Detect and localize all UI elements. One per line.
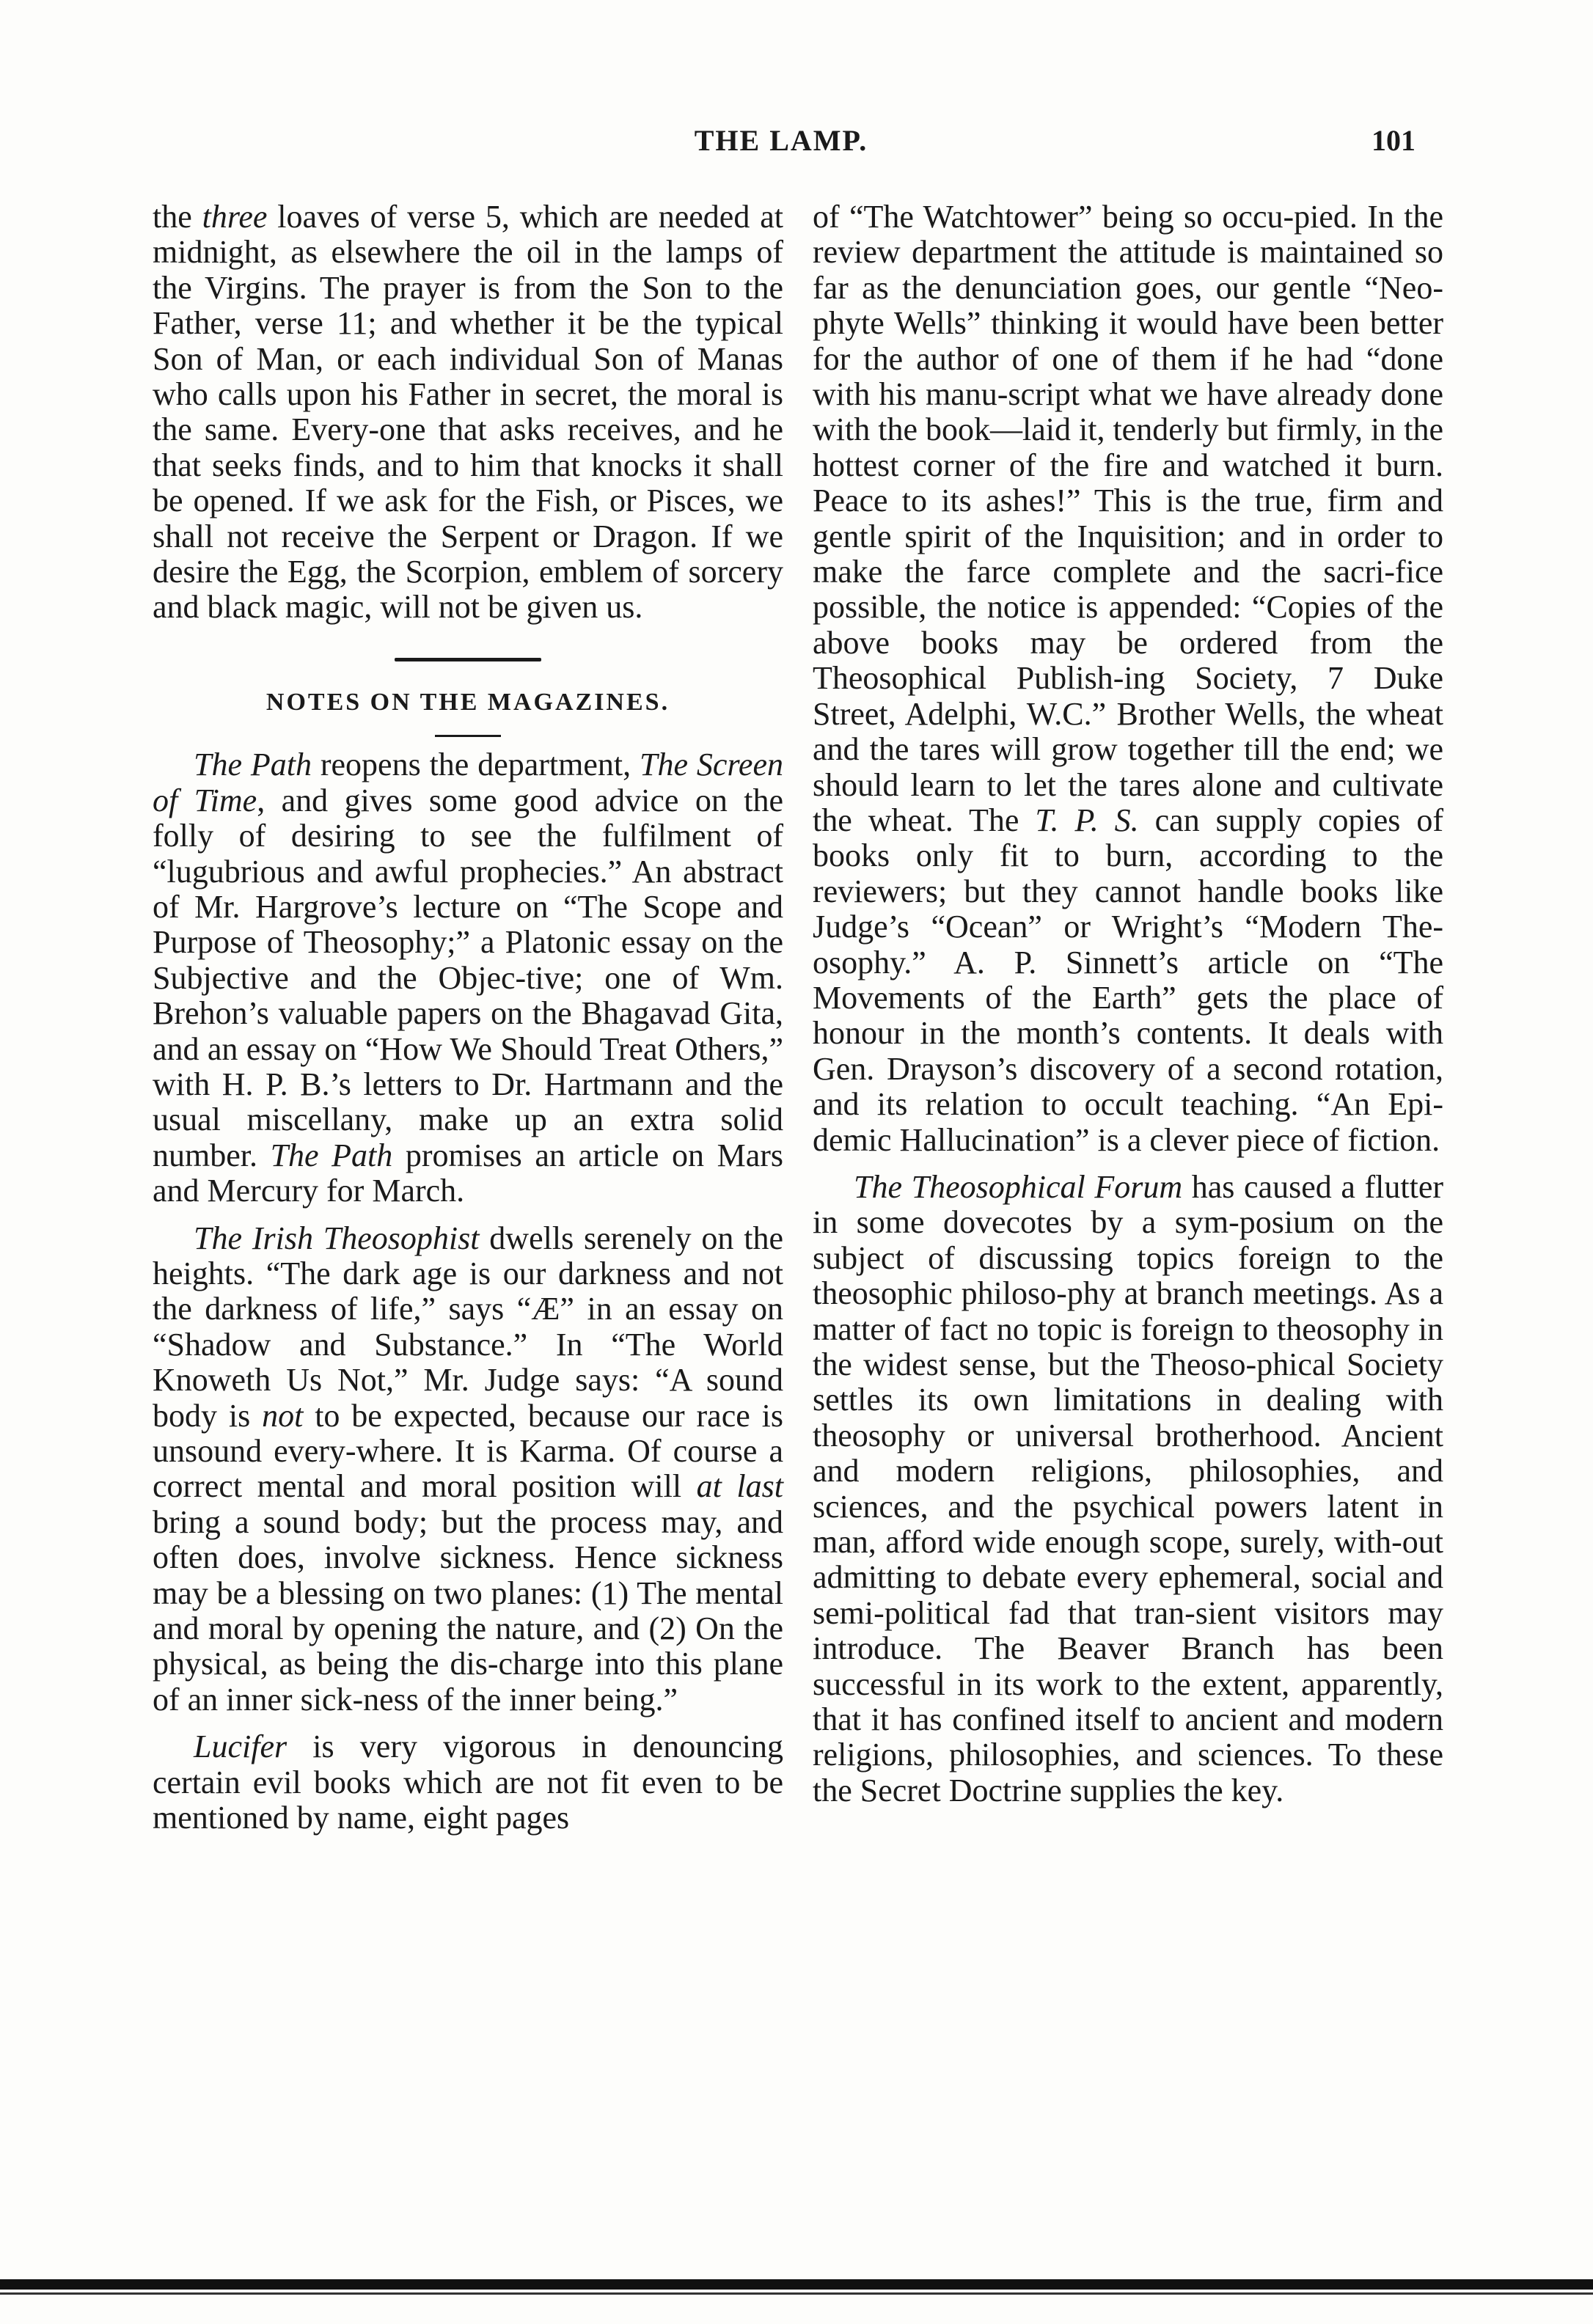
text-run: dwells serenely on the heights. “The dark age is our darkness and not the darkness of life,” says “Æ” in an essay on “Shadow and Substance.” In “The World Knoweth Us Not,” Mr. Judge says: “A sound body is [153,1220,784,1434]
text-run: loaves of verse 5, which are needed at midnight, as elsewhere the oil in the lamps of the Virgins. The prayer is from the Son to the Father, verse 11; and whether it be the typical Son of Man, or each individual Son of Manas who calls upon his Father in secret, the moral is the same. Every-one that asks receives, and he that seeks finds, and to him that knocks it shall be opened. If we ask for the Fish, or Pisces, we shall not receive the Serpent or Dragon. If we desire the Egg, the Scorpion, emblem of sorcery and black magic, will not be given us. [153,199,783,626]
section-break [153,658,783,737]
paragraph-irish-theosophist [153,1221,783,1718]
text-run: bring a sound body; but the process may, and often does, involve sickness. Hence sickness may be a blessing on two planes: (1) The mental and moral by opening the nature, and (2) On the physical, as being the dis-charge into this plane of an inner sick-ness of the inner being.” [153,1503,783,1718]
bottom-border [0,2279,1593,2290]
italic-run: Lucifer [194,1729,288,1765]
page-number: 101 [1372,124,1416,157]
text-run: has caused a flutter in some dovecotes by a sym-posium on the subject of discussing topics foreign to the theosophic philoso-phy at branch meetings. As a matter of fact no topic is foreign to theosophy in the widest sense, but the Theoso-phical Society settles its own limitations in dealing with theosophy or universal brotherhood. Ancient and modern religions, philosophies, and sciences, and the psychical powers latent in man, afford wide enough scope, surely, with-out admitting to debate every ephemeral, social and semi-political fad that tran-sient visitors may introduce. The Beaver Branch has been successful in its work to the extent, apparently, that it has confined itself to ancient and modern religions, philosophies, and sciences. To these the Secret Doctrine supplies the key. [813,1168,1443,1808]
paragraph-watchtower [813,199,1443,1158]
italic-run: The Screen of Time [153,747,783,818]
page-header [147,123,1416,175]
text-run: is very vigorous in denouncing certain evil books which are not fit even to be mentioned by name, eight pages [153,1729,783,1836]
italic-run: three [202,199,268,235]
text-run: promises an article on Mars and Mercury for March. [153,1137,783,1209]
text-run: reopens the department, [311,747,640,783]
italic-run: not [262,1397,304,1434]
italic-run: The Irish Theosophist [194,1220,480,1256]
italic-run: The Theosophical Forum [854,1168,1183,1205]
italic-run: The Path [270,1137,393,1173]
text-run: can supply copies of books only fit to burn, according to the reviewers; but they cannot handle books like Judge’s “Ocean” or Wright’s “Modern The-osophy.” A. P. Sinnett’s article on “The Movements of the Earth” gets the place of honour in the month’s contents. It deals with Gen. Drayson’s discovery of a second rotation, and its relation to occult teaching. “An Epi-demic Hallucination” is a clever piece of fiction. [813,802,1443,1158]
text-run: of “The Watchtower” being so occu-pied. In the review department the attitude is maintained so far as the denunciation goes, our gentle “Neo-phyte Wells” thinking it would have been better for the author of one of them if he had “done with his manu-script what we have already done with the book—laid it, tenderly but firmly, in the hottest corner of the fire and watched it burn. Peace to its ashes!” This is the true, firm and gentle spirit of the Inquisition; and in order to make the farce complete and the sacri-fice possible, the notice is appended: “Copies of the above books may be ordered from the Theosophical Publish-ing Society, 7 Duke Street, Adelphi, W.C.” Brother Wells, the wheat and the tares will grow together till the end; we should learn to let the tares alone and cultivate the wheat. The [813,199,1443,838]
text-run: the [153,199,202,235]
italic-run: at last [696,1468,783,1505]
paragraph-the-path [153,747,783,1209]
heading-divider [435,735,501,737]
text-run: , and gives some good advice on the folly of desiring to see the fulfilment of “lugubrious and awful prophecies.” An abstract of Mr. Hargrove’s lecture on “The Scope and Purpose of Theosophy;” a Platonic essay on the Subjective and the Objec-tive; one of Wm. Brehon’s valuable papers on the Bhagavad Gita, and an essay on “How We Should Treat Others,” with H. P. B.’s letters to Dr. Hartmann and the usual miscellany, make up an extra solid number. [153,782,783,1173]
running-title: THE LAMP. [694,124,868,157]
section-heading: NOTES ON THE MAGAZINES. [266,688,670,716]
paragraph-theosophical-forum [813,1170,1443,1808]
italic-run: The Path [194,747,312,783]
paragraph-loaves [153,199,783,626]
text-run: to be expected, because our race is unsound every-where. It is Karma. Of course a correct mental and moral position will [153,1397,783,1505]
right-column [813,199,1443,1808]
section-divider [395,658,541,661]
left-column [153,199,783,1836]
italic-run: T. P. S. [1035,802,1139,838]
paragraph-lucifer [153,1729,783,1836]
